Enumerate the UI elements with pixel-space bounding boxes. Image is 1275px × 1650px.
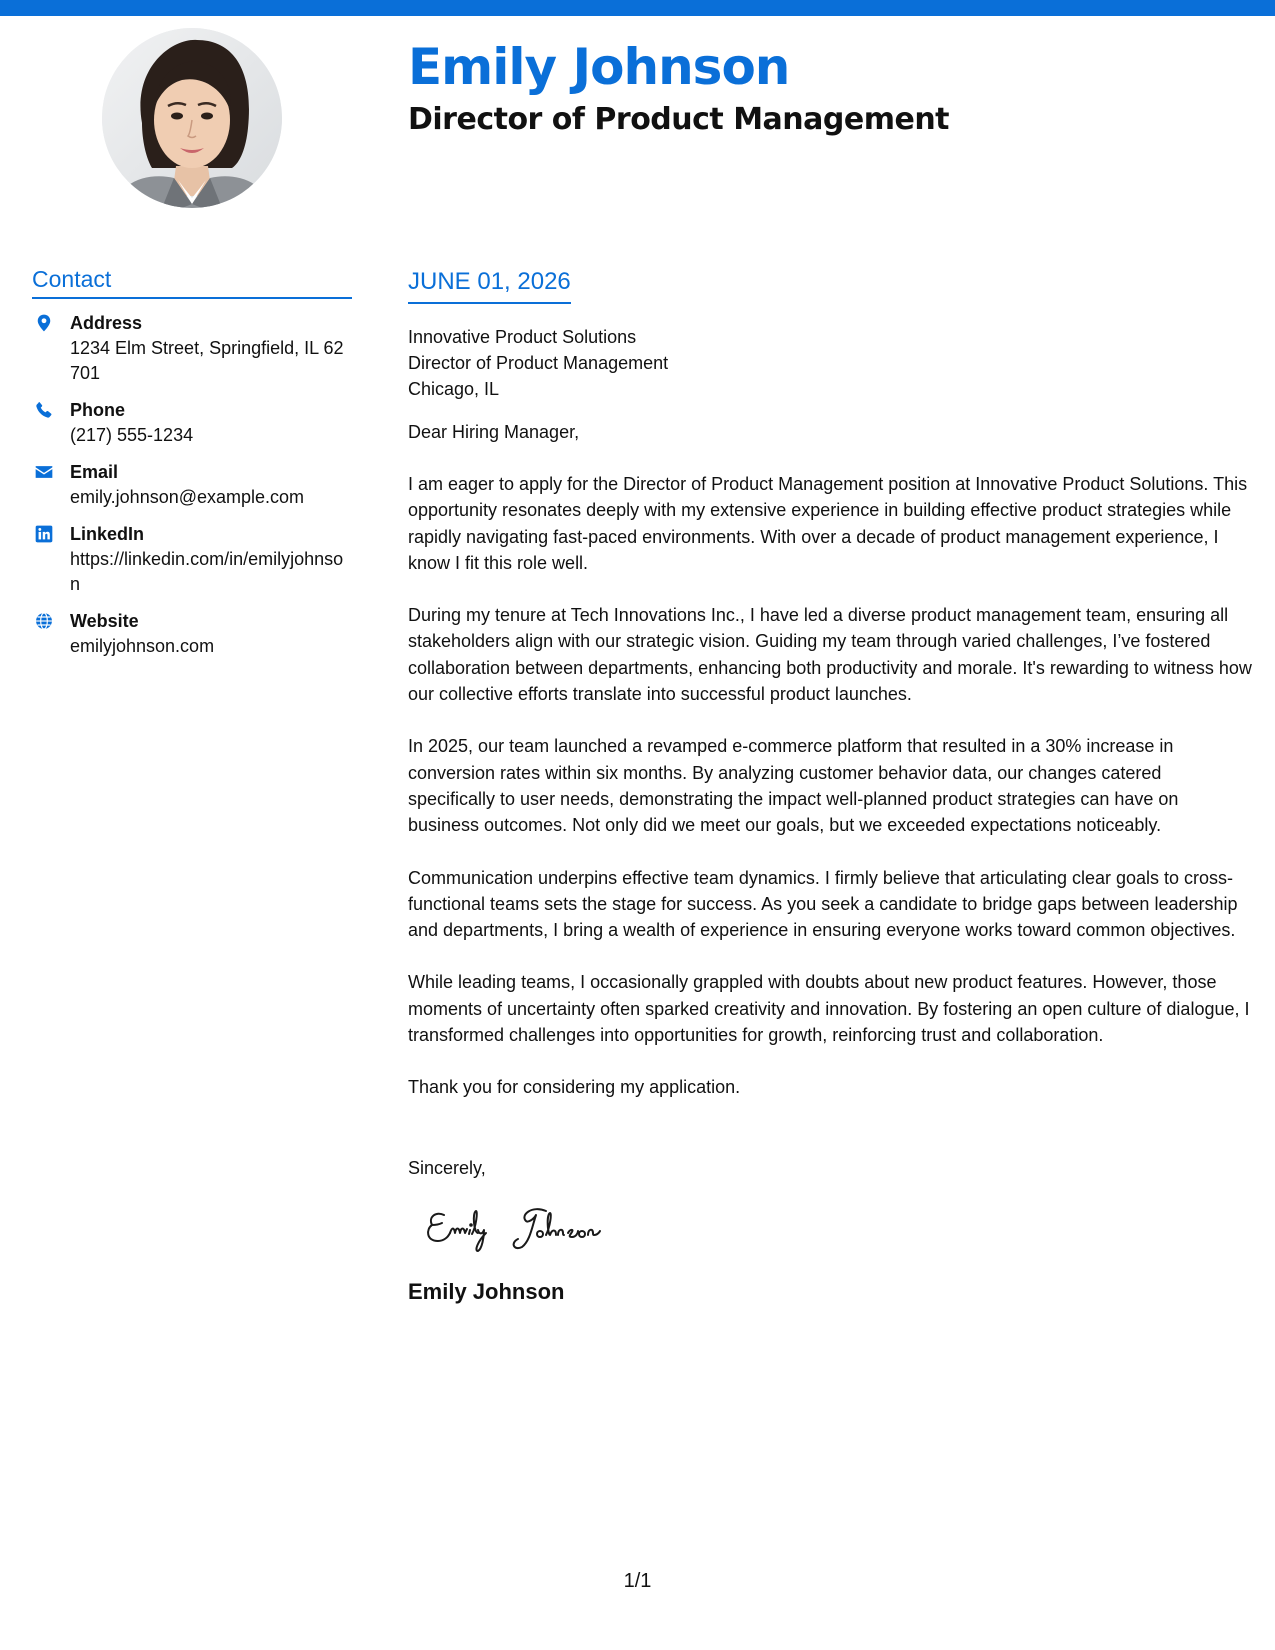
- contact-value: emilyjohnson.com: [70, 636, 215, 656]
- letter-paragraph: I am eager to apply for the Director of Product Management position at Innovative Product Solutions. This opportunity resonates deeply with my extensive experience in building effective product strategies while rapidly navigating fast-paced environments. With over a decade of product management experience, I know I fit this role well.: [408, 474, 1248, 573]
- contact-value: (217) 555-1234: [70, 425, 194, 445]
- contact-value: https://linkedin.com/in/emilyjohnson: [70, 549, 344, 594]
- contact-value: 1234 Elm Street, Springfield, IL 62701: [70, 338, 344, 383]
- contact-label: Phone: [70, 400, 126, 420]
- letter-paragraph: Thank you for considering my application.: [408, 1077, 741, 1098]
- contact-sidebar: [32, 266, 352, 671]
- signer-name: Emily Johnson: [408, 1278, 565, 1304]
- recipient-location: Chicago, IL: [408, 379, 500, 399]
- contact-value: emily.johnson@example.com: [70, 487, 305, 507]
- letter-paragraph: While leading teams, I occasionally grappled with doubts about new product features. However, those moments of uncertainty often sparked creativity and innovation. By fostering an open culture of dialogue, I transformed challenges into opportunities for growth, reinforcing trust and collaboration.: [408, 972, 1250, 1046]
- letter-body: [408, 268, 1253, 1305]
- contact-address: [32, 311, 352, 386]
- top-accent-bar: [0, 0, 1275, 16]
- contact-label: LinkedIn: [70, 524, 145, 544]
- contact-website: [32, 609, 352, 659]
- page-number: 1/1: [623, 1570, 652, 1592]
- applicant-name: Emily Johnson: [408, 38, 790, 96]
- recipient-position: Director of Product Management: [408, 353, 669, 373]
- letter-paragraph: Communication underpins effective team dynamics. I firmly believe that articulating clear goals to cross-functional teams sets the stage for success. As you seek a candidate to bridge gaps between leadership and departments, I bring a wealth of experience in ensuring everyone works toward common objectives.: [408, 867, 1238, 941]
- handwritten-signature: [422, 1197, 662, 1257]
- globe-icon: [34, 611, 54, 631]
- contact-email: [32, 460, 352, 510]
- letter-date: JUNE 01, 2026: [408, 268, 571, 304]
- linkedin-icon: [34, 524, 54, 544]
- contact-label: Address: [70, 313, 143, 333]
- recipient-company: Innovative Product Solutions: [408, 327, 637, 347]
- letter-paragraph: In 2025, our team launched a revamped e-commerce platform that resulted in a 30% increase in conversion rates within six months. By analyzing customer behavior data, our changes catered specifically to user needs, demonstrating the impact well-planned product strategies can have on business outcomes. Not only did we meet our goals, but we exceeded expectations noticeably.: [408, 736, 1179, 836]
- contact-label: Email: [70, 462, 119, 482]
- applicant-title: Director of Product Management: [408, 102, 950, 137]
- contact-linkedin: [32, 522, 352, 597]
- phone-icon: [34, 400, 54, 420]
- letter-closing: Sincerely,: [408, 1157, 486, 1178]
- contact-label: Website: [70, 611, 139, 631]
- location-pin-icon: [34, 313, 54, 333]
- contact-heading: Contact: [32, 266, 352, 299]
- contact-phone: [32, 398, 352, 448]
- letter-greeting: Dear Hiring Manager,: [408, 422, 580, 442]
- recipient-block: [408, 324, 1253, 402]
- profile-photo: [102, 28, 282, 208]
- letter-paragraph: During my tenure at Tech Innovations Inc., I have led a diverse product management team, ensuring all stakeholders align with our strategic vision. Guiding my team through varied challenges, I’ve fostered collaboration between departments, enhancing both productivity and morale. It's rewarding to witness how our collective efforts translate into successful product launches.: [408, 605, 1252, 705]
- envelope-icon: [34, 462, 54, 482]
